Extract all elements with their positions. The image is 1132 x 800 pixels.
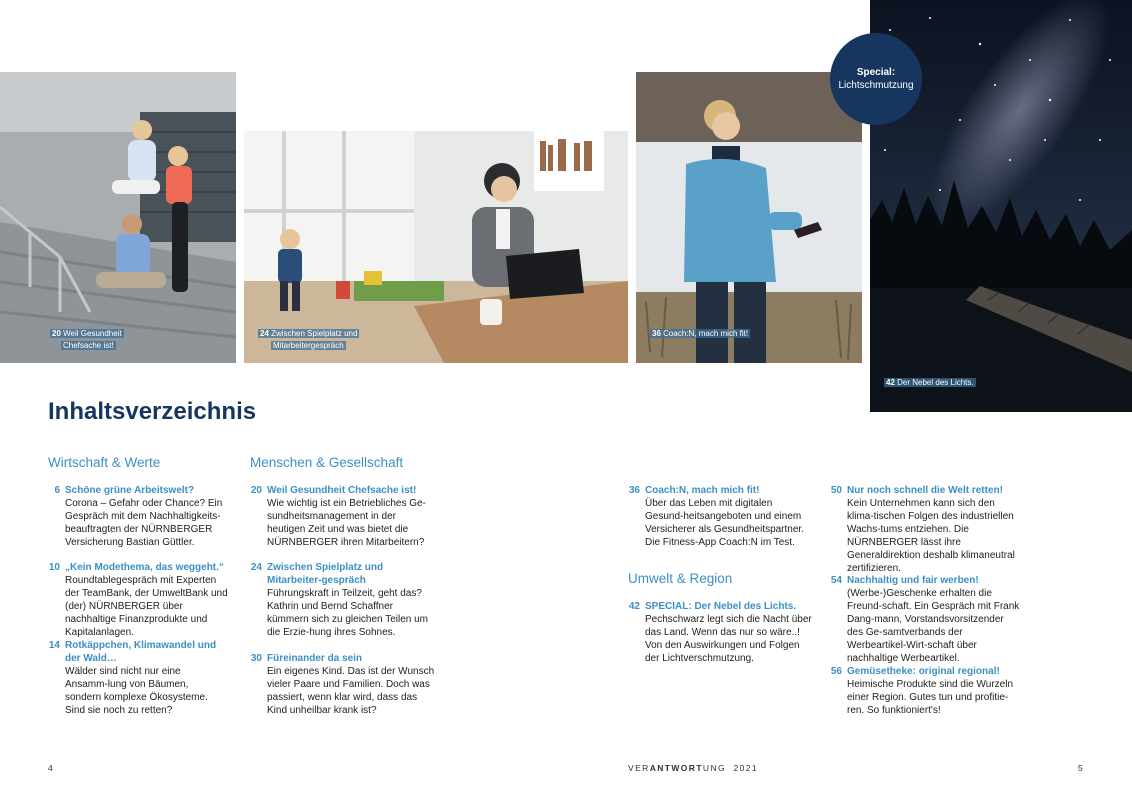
- photo-caption: [884, 377, 976, 389]
- footer-magazine-title: [628, 763, 758, 773]
- toc-title: Coach:N, mach mich fit!: [645, 485, 760, 496]
- toc-description: Kein Unternehmen kann sich den klima-tischen Folgen des industriellen Wachs-tums entziehen. Die NÜRNBERGER lässt ihre Generaldirektion deshalb klimaneutral zertifizieren.: [847, 498, 1015, 574]
- caption-page-number: 42: [886, 378, 895, 387]
- photo-team-on-stairs: [0, 72, 236, 363]
- toc-entry[interactable]: [250, 484, 435, 549]
- caption-page-number: 20: [52, 329, 61, 338]
- toc-description: Führungskraft in Teilzeit, geht das? Kathrin und Bernd Schaffner kümmern sich zu gleichen Teilen um die Erzie-hung ihres Sohnes.: [267, 588, 429, 638]
- toc-description: Wie wichtig ist ein Betriebliches Ge-sundheitsmanagement in der heutigen Zeit und was bietet die NÜRNBERGER ihren Mitarbeitern?: [267, 498, 426, 548]
- photo-woman-with-phone: [636, 72, 862, 363]
- toc-page-number: 42: [628, 601, 640, 612]
- toc-entry[interactable]: [48, 639, 223, 717]
- toc-page-number: 10: [48, 562, 60, 573]
- photo-caption: [650, 328, 750, 340]
- brand-text: VER: [628, 763, 650, 773]
- toc-page-number: 50: [830, 485, 842, 496]
- special-badge: [830, 33, 922, 125]
- toc-description: Pechschwarz legt sich die Nacht über das Land. Wenn das nur so wäre..! Von den Auswirkungen und Folgen der Lichtverschmutzung.: [645, 614, 812, 664]
- toc-entry[interactable]: [628, 600, 813, 665]
- toc-page-number: 30: [250, 653, 262, 664]
- caption-text: Coach:N, mach mich fit!: [663, 329, 749, 338]
- caption-page-number: 36: [652, 329, 661, 338]
- toc-title: Nachhaltig und fair werben!: [847, 575, 979, 586]
- badge-label: Special:: [856, 67, 896, 78]
- toc-title: Zwischen Spielplatz und Mitarbeiter-gespräch: [267, 562, 384, 586]
- toc-description: Ein eigenes Kind. Das ist der Wunsch vieler Paare und Familien. Doch was passiert, wenn klar wird, dass das Kind unheilbar krank ist?: [267, 666, 435, 716]
- toc-title: Füreinander da sein: [267, 653, 363, 664]
- toc-title: Rotkäppchen, Klimawandel und der Wald…: [65, 640, 217, 664]
- toc-title: Gemüsetheke: original regional!: [847, 666, 1000, 677]
- toc-page-number: 20: [250, 485, 262, 496]
- issue-year: 2021: [733, 763, 759, 773]
- toc-title: Schöne grüne Arbeitswelt?: [65, 485, 195, 496]
- toc-entry[interactable]: [250, 652, 435, 717]
- toc-page-number: 24: [250, 562, 262, 573]
- toc-description: Roundtablegespräch mit Experten der TeamBank, der UmweltBank und (der) NÜRNBERGER über nachhaltige Finanzprodukte und Kapitalanlagen.: [65, 575, 228, 638]
- caption-text: Chefsache ist!: [63, 341, 114, 350]
- toc-description: (Werbe-)Geschenke erhalten die Freund-schaft. Ein Gespräch mit Frank Dang-mann, Vorstandsvorsitzender des Ge-samtverbands der Werbeartikel-Wirt-schaft über nachhaltige Werbeartikel.: [847, 588, 1020, 664]
- toc-description: Über das Leben mit digitalen Gesund-heitsangeboten und einem Versicherer als Gesundheitspartner. Die Fitness-App Coach:N im Test.: [645, 498, 804, 548]
- caption-text: Mitarbeitergespräch: [273, 341, 344, 350]
- brand-text: UNG: [702, 763, 727, 773]
- toc-entry[interactable]: [830, 574, 1020, 665]
- toc-title: SPECIAL: Der Nebel des Lichts.: [645, 601, 797, 612]
- toc-entry[interactable]: [250, 561, 435, 639]
- toc-page-number: 6: [54, 485, 60, 496]
- section-heading: Wirtschaft & Werte: [48, 455, 161, 470]
- photo-caption: [50, 328, 124, 352]
- caption-page-number: 24: [260, 329, 269, 338]
- page-number-left: 4: [48, 763, 53, 773]
- toc-description: Wälder sind nicht nur eine Ansamm-lung von Bäumen, sondern komplexe Ökosysteme. Sind sie noch zu retten?: [65, 666, 208, 716]
- toc-entry[interactable]: [48, 484, 223, 549]
- toc-page-number: 54: [830, 575, 842, 586]
- photo-home-office: [244, 131, 628, 363]
- page-title: Inhaltsverzeichnis: [48, 398, 257, 425]
- toc-entry[interactable]: [830, 665, 1020, 717]
- toc-page-number: 36: [628, 485, 640, 496]
- brand-text-bold: ANTWORT: [649, 763, 703, 773]
- toc-entry[interactable]: [48, 561, 230, 639]
- badge-topic: Lichtschmutzung: [838, 80, 914, 91]
- toc-description: Heimische Produkte sind die Wurzeln einer Region. Gutes tun und profitie-ren. So funktioniert's!: [847, 679, 1014, 716]
- toc-page-number: 56: [830, 666, 842, 677]
- photo-team-on-stairs-illustration: [0, 72, 236, 363]
- toc-title: Nur noch schnell die Welt retten!: [847, 485, 1003, 496]
- caption-text: Der Nebel des Lichts.: [897, 378, 974, 387]
- page-number-right: 5: [1078, 763, 1083, 773]
- toc-title: „Kein Modethema, das weggeht.“: [65, 562, 224, 573]
- photo-woman-with-phone-illustration: [636, 72, 862, 363]
- toc-page-number: 14: [48, 640, 60, 651]
- caption-text: Weil Gesundheit: [63, 329, 122, 338]
- caption-text: Zwischen Spielplatz und: [271, 329, 358, 338]
- photo-caption: [258, 328, 359, 352]
- section-heading: Umwelt & Region: [628, 571, 733, 586]
- toc-title: Weil Gesundheit Chefsache ist!: [267, 485, 417, 496]
- toc-entry[interactable]: [628, 484, 813, 549]
- toc-entry[interactable]: [830, 484, 1020, 575]
- section-heading: Menschen & Gesellschaft: [250, 455, 404, 470]
- toc-description: Corona – Gefahr oder Chance? Ein Gespräch mit dem Nachhaltigkeits-beauftragten der NÜRNBERGER Versicherung Bastian Güttler.: [65, 498, 223, 548]
